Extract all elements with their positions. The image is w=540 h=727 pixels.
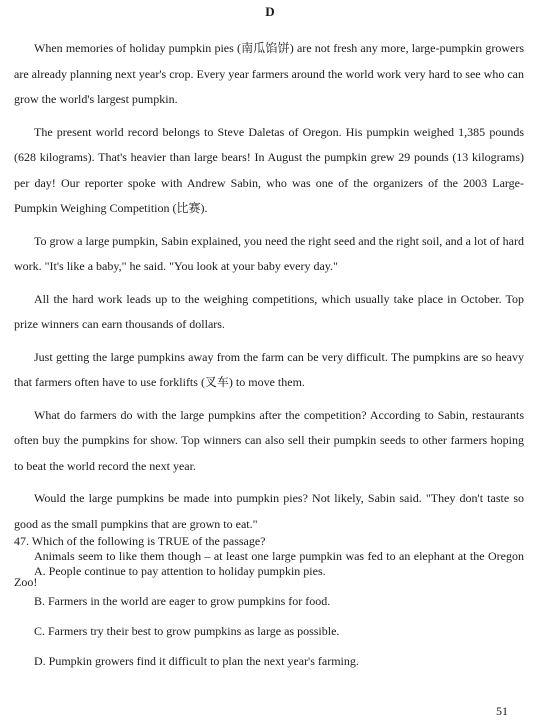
passage-paragraph-4: All the hard work leads up to the weighing competitions, which usually take place in October. Top prize winners can earn thousands of dollars. (14, 291, 524, 331)
passage-paragraph-8: Animals seem to like them though – at least one large pumpkin was fed to an elephant at the Oregon Zoo! (14, 549, 524, 589)
passage-paragraph-1: When memories of holiday pumpkin pies (南瓜馅饼) are not fresh any more, large-pumpkin growers are already planning next year's crop. Every year farmers around the world work very hard to see who can grow the world's largest pumpkin. (14, 41, 524, 106)
question-47 (14, 531, 524, 681)
answer-option-b: B. Farmers in the world are eager to grow pumpkins for food. (34, 594, 331, 608)
reading-passage (14, 36, 524, 602)
passage-paragraph-7: Would the large pumpkins be made into pumpkin pies? Not likely, Sabin said. "They don't taste so good as the small pumpkins that are grown to eat." (14, 491, 524, 531)
passage-paragraph-6: What do farmers do with the large pumpkins after the competition? According to Sabin, restaurants often buy the pumpkins for show. Top winners can also sell their pumpkin seeds to other farmers hoping to beat the world record the next year. (14, 407, 524, 473)
page-number: 51 (496, 704, 508, 718)
passage-paragraph-5: Just getting the large pumpkins away from the farm can be very difficult. The pumpkins are so heavy that farmers often have to use forklifts (叉车) to move them. (14, 349, 524, 389)
passage-paragraph-2: The present world record belongs to Steve Daletas of Oregon. His pumpkin weighed 1,385 pounds (628 kilograms). That's heavier than large bears! In August the pumpkin grew 29 pounds (13 kilograms) per day! Our reporter spoke with Andrew Sabin, who was one of the organizers of the 2003 Large-Pumpkin Weighing Competition (比赛). (14, 124, 524, 215)
answer-option-a: A. People continue to pay attention to holiday pumpkin pies. (34, 564, 326, 578)
passage-paragraph-3: To grow a large pumpkin, Sabin explained, you need the right seed and the right soil, and a lot of hard work. "It's like a baby," he said. "You look at your baby every day." (14, 233, 524, 273)
answer-option-d: D. Pumpkin growers find it difficult to plan the next year's farming. (34, 654, 359, 668)
answer-option-c: C. Farmers try their best to grow pumpkins as large as possible. (34, 624, 340, 638)
question-stem: 47. Which of the following is TRUE of the passage? (14, 534, 266, 548)
section-letter: D (265, 4, 275, 19)
